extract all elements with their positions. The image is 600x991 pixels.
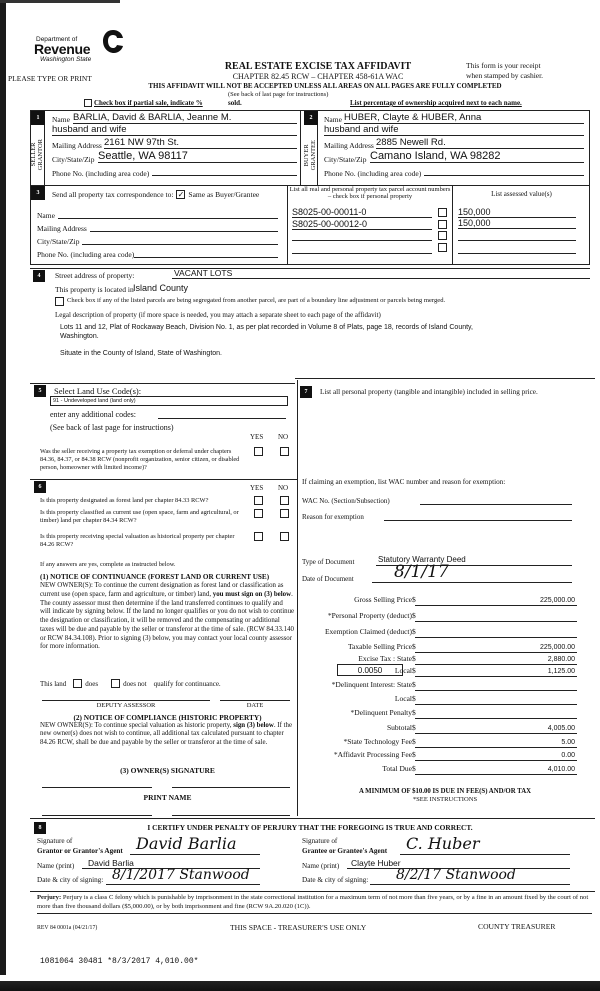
fin-row-taxable — [300, 642, 590, 653]
corr-city-field[interactable] — [82, 235, 278, 245]
corr-mailing-field[interactable] — [90, 222, 278, 232]
section-7-number: 7 — [300, 386, 312, 398]
currency-symbol: $ — [412, 680, 416, 689]
qualify-label: qualify for continuance. — [153, 679, 221, 688]
receipt-note-1: This form is your receipt — [466, 61, 541, 70]
deputy-assessor-line[interactable] — [42, 700, 210, 701]
notice-compliance-text — [40, 722, 295, 747]
print-name-line-2[interactable] — [172, 815, 290, 816]
local-rate-box[interactable]: 0.0050 — [337, 664, 403, 676]
divider-section-7-top — [295, 378, 595, 379]
current-use-yes-checkbox[interactable] — [254, 509, 263, 518]
fin-row-local-tax — [300, 666, 590, 677]
parcel-value-4[interactable] — [458, 245, 576, 254]
fin-row-subtotal — [300, 723, 590, 734]
parcel-1-personal-checkbox[interactable] — [438, 208, 447, 217]
buyer-phone-label: Phone No. (including area code) — [324, 169, 422, 178]
legal-description-3: Situate in the County of Island, State of Washington. — [60, 350, 223, 357]
fin-row-tech-fee — [300, 737, 590, 748]
continuance-row — [40, 679, 221, 688]
deputy-assessor-label: DEPUTY ASSESSOR — [96, 702, 156, 709]
perjury-bold: Perjury: — [37, 894, 62, 901]
parcel-number-2[interactable]: S8025-00-00012-0 — [292, 219, 432, 230]
additional-codes-label: enter any additional codes: — [50, 410, 136, 419]
corr-city-label: City/State/Zip — [37, 237, 80, 246]
parcel-value-2[interactable]: 150,000 — [458, 218, 576, 229]
doc-type-field[interactable]: Statutory Warranty Deed — [376, 555, 572, 566]
exemption-claim-label: If claiming an exemption, list WAC number and reason for exemption: — [302, 478, 506, 486]
corr-phone-field[interactable] — [134, 248, 278, 258]
gross-price-field[interactable]: 225,000.00 — [415, 595, 577, 606]
partial-sale-checkbox[interactable] — [84, 99, 92, 107]
corr-phone-label: Phone No. (including area code) — [37, 250, 135, 259]
total-due-field[interactable]: 4,010.00 — [415, 764, 577, 775]
logo-revenue-text: Revenue — [34, 41, 91, 57]
personal-property-deduct-field[interactable] — [415, 611, 577, 622]
partial-sale-row — [84, 99, 203, 107]
print-name-line-1[interactable] — [42, 815, 152, 816]
currency-symbol: $ — [412, 666, 416, 675]
currency-symbol: $ — [412, 694, 416, 703]
seller-name-field[interactable]: BARLIA, David & BARLIA, Jeanne M. — [73, 112, 297, 124]
perjury-notice — [37, 894, 592, 914]
currency-symbol: $ — [412, 750, 416, 759]
correspondence-label: Send all property tax correspondence to: — [52, 190, 174, 199]
county-treasurer-label: COUNTY TREASURER — [478, 922, 556, 931]
parcels-header: List all real and personal property tax parcel account numbers – check box if personal property — [289, 186, 451, 201]
located-label: This property is located in — [55, 285, 134, 294]
form-title: REAL ESTATE EXCISE TAX AFFIDAVIT — [224, 61, 412, 72]
corr-name-field[interactable] — [58, 209, 278, 219]
grantor-signature-field[interactable]: David Barlia — [130, 834, 260, 855]
receipt-note-2: when stamped by cashier. — [466, 71, 544, 80]
currency-symbol: $ — [412, 642, 416, 651]
certification-statement: I CERTIFY UNDER PENALTY OF PERJURY THAT THE FOREGOING IS TRUE AND CORRECT. — [147, 823, 473, 832]
section-6-number: 6 — [34, 481, 46, 493]
buyer-city-label: City/State/Zip — [324, 155, 367, 164]
seller-side-label — [31, 125, 45, 185]
parcel-number-1[interactable]: S8025-00-00011-0 — [292, 207, 432, 218]
notice-continuance-text-b: . The county assessor must then determine if the land transferred continues to qualify and will indicate by signing below. If the land no longer qualifies or you do not wish to continue the designation or classification, it will be removed and the compensating or additional taxes will be due and payable by the seller or transferor at the time of sale. (RCW 84.33.140 or RCW 84.34.108). Prior to signing (3) below, you may contact your local county assessor for more information. — [40, 590, 295, 651]
fin-row-delinquent-state — [300, 680, 590, 691]
seller-phone-field[interactable] — [152, 166, 297, 176]
grantor-label: GRANTOR — [36, 139, 44, 171]
seller-name-line2[interactable]: husband and wife — [52, 124, 297, 136]
corr-mailing-label: Mailing Address — [37, 224, 87, 233]
grantor-sig-label-2: Grantor or Grantor's Agent — [37, 847, 123, 855]
street-label: Street address of property: — [55, 271, 135, 280]
forest-yes-checkbox[interactable] — [254, 496, 263, 505]
located-field[interactable]: Island County — [133, 283, 189, 293]
divider-section-5-top — [30, 383, 295, 384]
subtotal-label: Subtotal — [386, 723, 412, 732]
current-use-question: Is this property classified as current use (open space, farm and agricultural, or timber) land per chapter 84.34 RCW? — [40, 509, 239, 524]
scan-edge-top — [0, 0, 120, 3]
currency-symbol: $ — [412, 654, 416, 663]
processing-fee-label: *Affidavit Processing Fee — [333, 750, 412, 759]
section-3-number: 3 — [31, 186, 45, 200]
currency-symbol: $ — [412, 737, 416, 746]
doc-type-label: Type of Document — [302, 558, 355, 566]
exemption-question: Was the seller receiving a property tax exemption or deferral under chapters 84.36, 84.37, or 84.38 RCW (nonprofit organization, senior citizen, or disabled person, homeowner with limited income)? — [40, 448, 240, 471]
grantee-name-field[interactable]: Clayte Huber — [347, 858, 570, 869]
legal-description-1: Lots 11 and 12, Plat of Rockaway Beach, Division No. 1, as per plat recorded in Volume 8 of Plats, page 18, records of Island County, — [60, 324, 473, 331]
subtotal-field[interactable]: 4,005.00 — [415, 723, 577, 734]
section-1-number: 1 — [31, 111, 45, 125]
personal-property-label: List all personal property (tangible and intangible) included in selling price. — [320, 388, 538, 396]
grantor-name-field[interactable]: David Barlia — [82, 858, 260, 869]
section-2-number: 2 — [304, 111, 318, 125]
grantor-date-field[interactable]: 8/1/2017 Stanwood — [106, 867, 260, 885]
historical-no-checkbox[interactable] — [280, 532, 289, 541]
land-use-select[interactable]: 91 - Undeveloped land (land only) — [50, 396, 288, 406]
exemption-claimed-label: Exemption Claimed (deduct) — [324, 627, 412, 636]
historical-yes-checkbox[interactable] — [254, 532, 263, 541]
treasurer-use-label: THIS SPACE - TREASURER'S USE ONLY — [230, 923, 367, 932]
owner-signature-label: (3) OWNER(S) SIGNATURE — [120, 766, 215, 775]
wac-label: WAC No. (Section/Subsection) — [302, 497, 390, 505]
historical-question: Is this property receiving special valuation as historical property per chapter 84.26 RCW? — [40, 533, 235, 548]
section-5-no-header: NO — [278, 433, 289, 441]
buyer-side-label — [304, 125, 318, 185]
assessor-date-line[interactable] — [220, 700, 290, 701]
buyer-mailing-field[interactable]: 2885 Newell Rd. — [376, 137, 584, 149]
currency-symbol: $ — [412, 708, 416, 717]
print-name-label: PRINT NAME — [143, 793, 192, 802]
grantee-date-field[interactable]: 8/2/17 Stanwood — [370, 867, 570, 885]
fin-row-personal — [300, 611, 590, 622]
seller-phone-label: Phone No. (including area code) — [52, 169, 150, 178]
does-not-checkbox[interactable] — [111, 679, 120, 688]
tech-fee-field[interactable]: 5.00 — [415, 737, 577, 748]
assessor-date-label: DATE — [246, 702, 264, 709]
state-tax-field[interactable]: 2,880.00 — [415, 654, 577, 665]
local-tax-field[interactable]: 1,125.00 — [415, 666, 577, 677]
notice-continuance-text-a: NEW OWNER(S): To continue the current designation as forest land or classification as current use (open space, farm and agriculture, or timber) land, — [40, 582, 284, 598]
currency-symbol: $ — [412, 627, 416, 636]
notice-continuance-text — [40, 582, 295, 652]
section-5-number: 5 — [34, 385, 46, 397]
state-tax-label: Excise Tax : State — [358, 654, 412, 663]
this-land-label: This land — [40, 679, 67, 688]
divider-section-8-top — [30, 818, 595, 819]
parcel-3-personal-checkbox[interactable] — [438, 231, 447, 240]
grantor-name-label: Name (print) — [37, 862, 75, 870]
please-type-text: PLEASE TYPE OR PRINT — [8, 74, 92, 83]
currency-symbol: $ — [412, 723, 416, 732]
parcel-4-personal-checkbox[interactable] — [438, 243, 447, 252]
notice-compliance-title: (2) NOTICE OF COMPLIANCE (HISTORIC PROPERTY) — [73, 713, 262, 722]
buyer-phone-field[interactable] — [424, 166, 584, 176]
reason-field[interactable] — [384, 512, 572, 521]
total-due-label: Total Due — [382, 764, 412, 773]
grantee-name-label: Name (print) — [302, 862, 340, 870]
divider-seller-buyer — [300, 110, 301, 185]
fin-row-exemption — [300, 627, 590, 638]
taxable-price-label: Taxable Selling Price — [347, 642, 412, 651]
doc-date-label: Date of Document — [302, 575, 354, 583]
notice-compliance-text-b: . If the new owner(s) does not wish to continue, all additional tax calculated pursuant to chapter 84.26 RCW, shall be due and payable by the seller or transferor at the time of sale. — [40, 722, 293, 746]
street-field[interactable]: VACANT LOTS — [172, 268, 590, 279]
personal-property-deduct-label: *Personal Property (deduct) — [327, 611, 412, 620]
current-use-no-checkbox[interactable] — [280, 509, 289, 518]
section-6-no-header: NO — [278, 484, 289, 492]
receipt-stamp: 1081064 30481 *8/3/2017 4,010.00* — [40, 957, 199, 966]
if-yes-note: If any answers are yes, complete as instructed below. — [40, 561, 176, 568]
currency-symbol: $ — [412, 595, 416, 604]
gross-price-label: Gross Selling Price — [354, 595, 412, 604]
grantee-date-label: Date & city of signing: — [302, 876, 369, 884]
processing-fee-field[interactable]: 0.00 — [415, 750, 577, 761]
seller-city-field[interactable]: Seattle, WA 98117 — [98, 150, 297, 163]
legal-description-2: Washington. — [60, 333, 99, 340]
does-not-label: does not — [123, 679, 147, 688]
doc-date-field[interactable]: 8/1/17 — [372, 562, 572, 583]
reason-label: Reason for exemption — [302, 513, 364, 521]
legal-label: Legal description of property (if more space is needed, you may attach a separate sheet to each page of the affidavit) — [55, 311, 381, 319]
perjury-text: Perjury is a class C felony which is punishable by imprisonment in the state correctional institution for a maximum term of not more than five years, or by a fine in an amount fixed by the court of not more than five thousand dollars ($5,000.00), or by both imprisonment and fine (RCW 9A.20.020 (1C)). — [37, 894, 589, 910]
scan-edge-bottom — [0, 975, 600, 991]
same-as-buyer-checkbox[interactable]: ✓ — [177, 190, 185, 199]
forest-no-checkbox[interactable] — [280, 496, 289, 505]
taxable-price-field[interactable]: 225,000.00 — [415, 642, 577, 653]
currency-symbol: $ — [412, 764, 416, 773]
warning-text: THIS AFFIDAVIT WILL NOT BE ACCEPTED UNLESS ALL AREAS ON ALL PAGES ARE FULLY COMPLETED — [148, 82, 502, 90]
notice-continuance-title: (1) NOTICE OF CONTINUANCE (FOREST LAND OR CURRENT USE) — [40, 573, 270, 581]
grantee-signature-field[interactable]: C. Huber — [400, 834, 570, 855]
minimum-due-note: A MINIMUM OF $10.00 IS DUE IN FEE(S) AND/OR TAX — [358, 788, 532, 795]
additional-codes-field[interactable] — [158, 410, 286, 419]
fin-row-penalty — [300, 708, 590, 719]
fin-row-processing-fee — [300, 750, 590, 761]
local-tax-label: Local — [394, 666, 412, 675]
seller-name-label: Name — [52, 115, 70, 124]
delinquent-interest-local-field[interactable] — [415, 694, 577, 705]
partial-sale-sold: sold. — [228, 99, 242, 107]
land-use-see-back: (See back of last page for instructions) — [50, 423, 174, 432]
owner-signature-line-1[interactable] — [42, 787, 152, 788]
buyer-name-label: Name — [324, 115, 342, 124]
exemption-yes-checkbox[interactable] — [254, 447, 263, 456]
grantor-sig-label-1: Signature of — [37, 837, 73, 845]
exemption-no-checkbox[interactable] — [280, 447, 289, 456]
buyer-mailing-label: Mailing Address — [324, 141, 374, 150]
see-instructions-note: *SEE INSTRUCTIONS — [412, 796, 478, 803]
does-checkbox[interactable] — [73, 679, 82, 688]
seller-mailing-label: Mailing Address — [52, 141, 102, 150]
logo-state-text: Washington State — [40, 56, 92, 63]
parcel-value-1[interactable]: 150,000 — [458, 207, 576, 218]
section-6-yes-header: YES — [250, 484, 264, 492]
scan-edge-left — [0, 0, 6, 991]
fin-row-delinquent-local — [300, 694, 590, 705]
wac-field[interactable] — [420, 496, 572, 505]
delinquent-interest-state-field[interactable] — [415, 680, 577, 691]
divider-footer — [30, 891, 595, 892]
parcel-number-4[interactable] — [292, 245, 432, 254]
same-as-buyer-label: Same as Buyer/Grantee — [188, 190, 260, 199]
section-8-number: 8 — [34, 822, 46, 834]
dor-logo — [34, 28, 129, 68]
ownership-note: List percentage of ownership acquired next to each name. — [350, 99, 522, 107]
seller-city-label: City/State/Zip — [52, 155, 95, 164]
seller-mailing-field[interactable]: 2161 NW 97th St. — [104, 137, 297, 149]
exemption-claimed-field[interactable] — [415, 627, 577, 638]
grantee-sig-label-2: Grantee or Grantee's Agent — [302, 847, 388, 855]
partial-sale-label: Check box if partial sale, indicate % — [94, 99, 203, 107]
section-4-number: 4 — [33, 270, 45, 282]
see-back-text: (See back of last page for instructions) — [228, 91, 329, 98]
corr-name-label: Name — [37, 211, 55, 220]
correspondence-row — [52, 190, 259, 199]
dor-logo-icon — [102, 28, 124, 54]
form-id: REV 84 0001a (04/21/17) — [37, 925, 98, 931]
segregated-label: Check box if any of the listed parcels are being segregated from another parcel, are part of a boundary line adjustment or parcels being merged. — [67, 297, 446, 304]
notice-compliance-text-a: NEW OWNER(S): To continue special valuation as historic property, — [40, 722, 232, 729]
buyer-city-field[interactable]: Camano Island, WA 98282 — [370, 150, 584, 163]
form-subtitle: CHAPTER 82.45 RCW – CHAPTER 458-61A WAC — [232, 72, 404, 81]
notice-compliance-bold: sign (3) below — [233, 722, 274, 729]
fin-row-gross — [300, 595, 590, 606]
fin-row-total — [300, 764, 590, 775]
parcel-number-3[interactable] — [292, 232, 432, 241]
divider-vertical-middle — [297, 380, 298, 816]
values-header: List assessed value(s) — [491, 190, 552, 198]
tech-fee-label: *State Technology Fee — [343, 737, 412, 746]
parcel-2-personal-checkbox[interactable] — [438, 220, 447, 229]
parcel-value-3[interactable] — [458, 232, 576, 241]
does-label: does — [85, 679, 99, 688]
owner-signature-line-2[interactable] — [172, 787, 290, 788]
seller-label: SELLER — [29, 143, 37, 167]
grantee-label: GRANTEE — [309, 139, 317, 171]
notice-continuance-bold: you must sign on (3) below — [212, 590, 292, 598]
delinquent-penalty-field[interactable] — [415, 708, 577, 719]
divider-section-6-top — [30, 479, 297, 480]
buyer-label: BUYER — [302, 143, 310, 167]
grantor-date-label: Date & city of signing: — [37, 876, 104, 884]
buyer-name-line2[interactable]: husband and wife — [324, 124, 584, 136]
grantee-sig-label-1: Signature of — [302, 837, 338, 845]
delinquent-interest-state-label: *Delinquent Interest: State — [331, 680, 412, 689]
section-5-yes-header: YES — [250, 433, 264, 441]
delinquent-interest-local-label: Local — [394, 694, 412, 703]
delinquent-penalty-label: *Delinquent Penalty — [350, 708, 412, 717]
currency-symbol: $ — [412, 611, 416, 620]
land-use-title: Select Land Use Code(s): — [54, 386, 142, 396]
logo-dept-text: Department of — [36, 36, 78, 43]
segregated-checkbox[interactable] — [55, 297, 64, 306]
forest-land-question: Is this property designated as forest land per chapter 84.33 RCW? — [40, 497, 209, 504]
buyer-name-field[interactable]: HUBER, Clayte & HUBER, Anna — [344, 112, 584, 124]
